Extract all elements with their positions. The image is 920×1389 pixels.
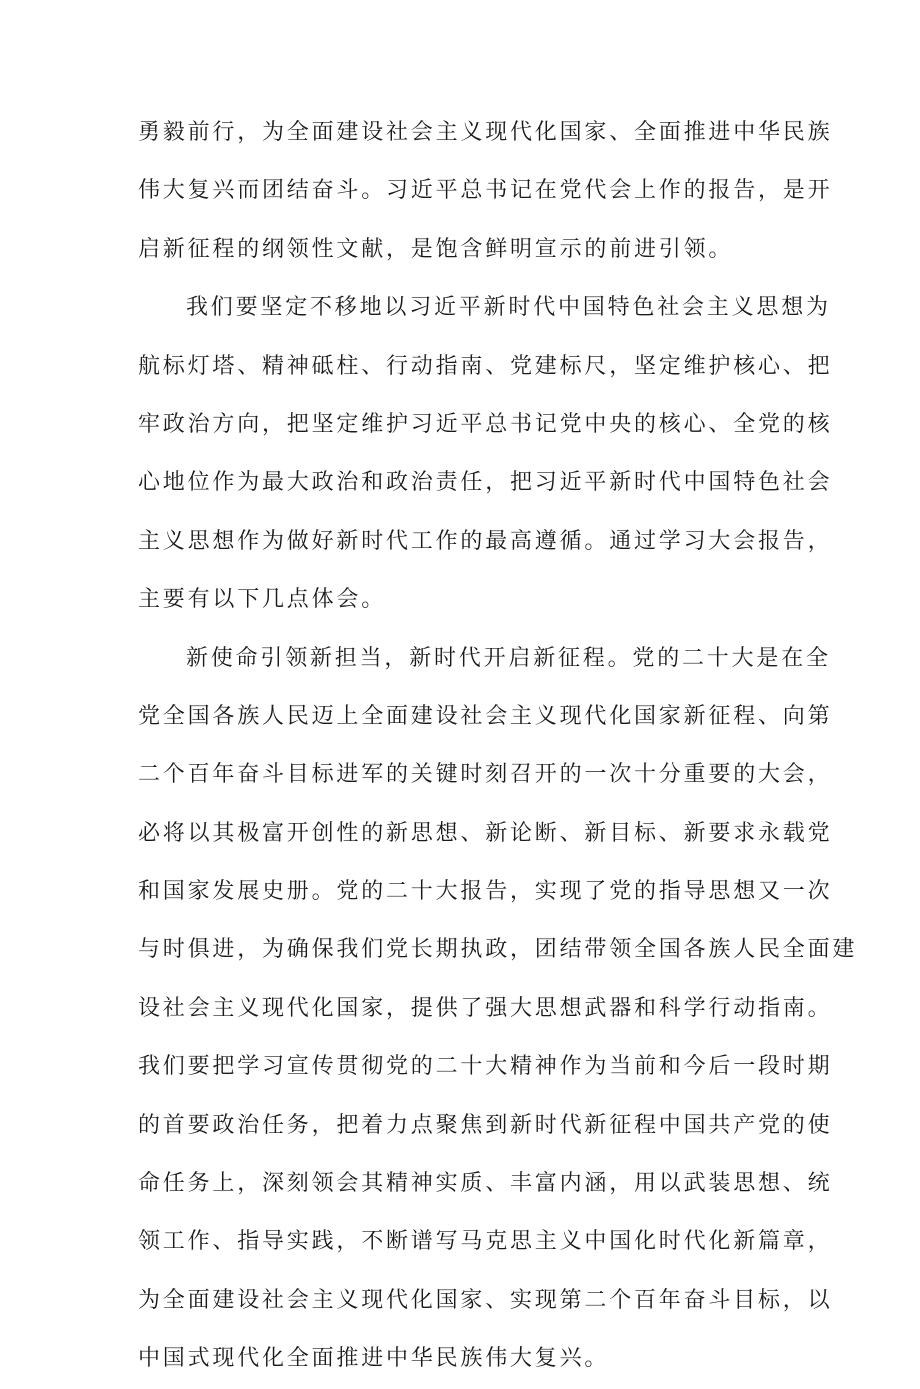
text-line-18: 的首要政治任务，把着力点聚焦到新时代新征程中国共产党的使 [138,1112,833,1138]
text-line-11: 党全国各族人民迈上全面建设社会主义现代化国家新征程、向第 [138,703,833,729]
text-line-9: 主要有以下几点体会。 [138,587,387,613]
text-line-12: 二个百年奋斗目标进军的关键时刻召开的一次十分重要的大会， [138,762,833,788]
text-line-2: 伟大复兴而团结奋斗。习近平总书记在党代会上作的报告，是开 [138,178,833,204]
text-line-13: 必将以其极富开创性的新思想、新论断、新目标、新要求永载党 [138,820,833,846]
text-line-17: 我们要把学习宣传贯彻党的二十大精神作为当前和今后一段时期 [138,1054,833,1080]
paragraph-3-line-1: 新使命引领新担当，新时代开启新征程。党的二十大是在全 [186,645,831,671]
text-line-19: 命任务上，深刻领会其精神实质、丰富内涵，用以武装思想、统 [138,1171,833,1197]
text-line-21: 为全面建设社会主义现代化国家、实现第二个百年奋斗目标，以 [138,1287,833,1313]
text-line-20: 领工作、指导实践，不断谱写马克思主义中国化时代化新篇章， [138,1229,833,1255]
document-body [138,104,858,1389]
text-line-1: 勇毅前行，为全面建设社会主义现代化国家、全面推进中华民族 [138,120,833,145]
paragraph-2-line-1: 我们要坚定不移地以习近平新时代中国特色社会主义思想为 [186,295,831,321]
text-line-5: 航标灯塔、精神砥柱、行动指南、党建标尺，坚定维护核心、把 [138,353,833,379]
text-line-7: 心地位作为最大政治和政治责任，把习近平新时代中国特色社会 [138,470,833,496]
text-line-8: 主义思想作为做好新时代工作的最高遵循。通过学习大会报告， [138,528,833,554]
text-line-16: 设社会主义现代化国家，提供了强大思想武器和科学行动指南。 [138,995,833,1021]
text-line-14: 和国家发展史册。党的二十大报告，实现了党的指导思想又一次 [138,879,833,905]
text-line-3: 启新征程的纲领性文献，是饱含鲜明宣示的前进引领。 [138,236,734,262]
text-line-22: 中国式现代化全面推进中华民族伟大复兴。 [138,1346,610,1372]
text-line-15: 与时俱进，为确保我们党长期执政，团结带领全国各族人民全面建 [138,937,858,963]
text-line-6: 牢政治方向，把坚定维护习近平总书记党中央的核心、全党的核 [138,411,833,437]
